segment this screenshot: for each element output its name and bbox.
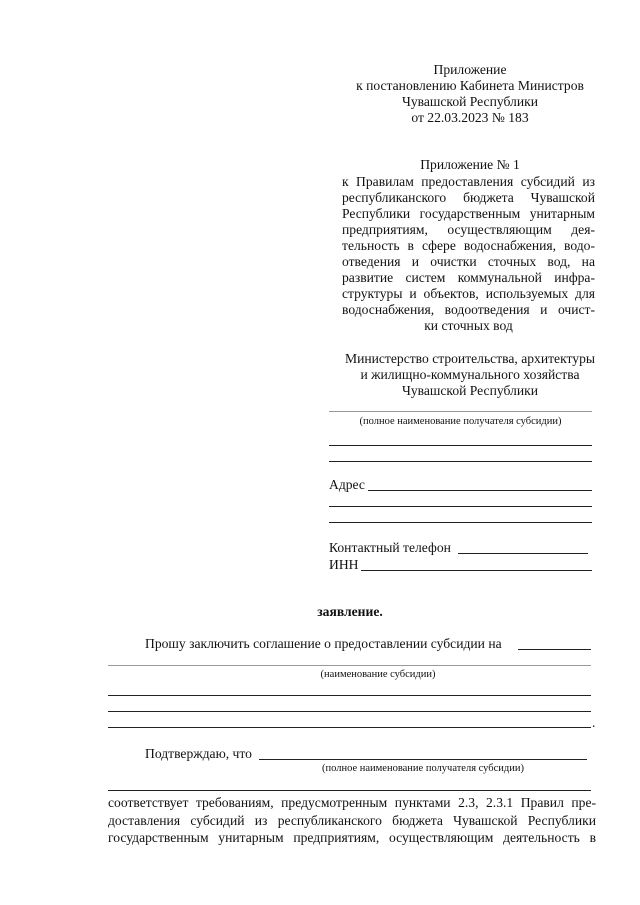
statement-title: заявление. xyxy=(317,604,383,619)
addressee-line: Чувашской Республики xyxy=(402,383,538,398)
recipient-name-line[interactable] xyxy=(329,411,592,412)
confirm-recipient-field[interactable] xyxy=(259,759,587,760)
address-line-3[interactable] xyxy=(329,522,592,523)
header-line: от 22.03.2023 № 183 xyxy=(411,110,529,125)
subsidy-period: . xyxy=(592,715,596,730)
addressee-line: и жилищно-коммунального хозяйства xyxy=(360,367,580,382)
resolution-header xyxy=(330,62,610,126)
header-line: Чувашской Республики xyxy=(402,94,538,109)
appendix-line: отведения и очистки сточных вод, на xyxy=(342,254,595,269)
confirm-text: Подтверждаю, что xyxy=(145,746,252,761)
appendix-body xyxy=(342,174,595,334)
subsidy-purpose-field[interactable] xyxy=(518,649,591,650)
recipient-name-line-2[interactable] xyxy=(329,445,592,446)
recipient-caption: (полное наименование получателя субсидии) xyxy=(359,416,562,427)
header-line: Приложение xyxy=(433,62,507,77)
subsidy-line-1[interactable] xyxy=(108,665,591,666)
subsidy-line-2[interactable] xyxy=(108,695,591,696)
recipient-name-line-3[interactable] xyxy=(329,461,592,462)
appendix-line: ки сточных вод xyxy=(424,318,513,333)
confirm-caption: (полное наименование получателя субсидии) xyxy=(322,763,524,774)
body-line: доставления субсидий из республиканского бюджета Чувашской Республики xyxy=(108,812,596,828)
confirm-recipient-line-2[interactable] xyxy=(108,790,591,791)
phone-field[interactable] xyxy=(458,553,588,554)
inn-field[interactable] xyxy=(361,570,592,571)
appendix-title: Приложение № 1 xyxy=(420,157,520,172)
appendix-line: к Правилам предоставления субсидий из xyxy=(342,174,595,189)
subsidy-caption: (наименование субсидии) xyxy=(320,669,436,680)
request-text: Прошу заключить соглашение о предоставлении субсидии на xyxy=(145,636,502,651)
statement-body xyxy=(108,794,596,847)
addressee-block xyxy=(325,351,615,399)
subsidy-line-4[interactable] xyxy=(108,727,591,728)
body-line: государственным унитарным предприятиям, осуществляющим деятельность в xyxy=(108,830,596,845)
appendix-line: структуры и объектов, используемых для xyxy=(342,286,595,301)
appendix-line: водоснабжения, водоотведения и очист- xyxy=(342,302,595,317)
addressee-line: Министерство строительства, архитектуры xyxy=(344,351,595,366)
subsidy-line-3[interactable] xyxy=(108,711,591,712)
address-field[interactable] xyxy=(368,490,592,491)
phone-label: Контактный телефон xyxy=(329,540,451,555)
address-line-2[interactable] xyxy=(329,506,592,507)
body-line: соответствует требованиям, предусмотренным пунктами 2.3, 2.3.1 Правил пре- xyxy=(108,795,596,810)
appendix-line: предприятиям, осуществляющим дея- xyxy=(342,222,595,237)
appendix-line: республиканского бюджета Чувашской xyxy=(342,190,595,205)
appendix-line: тельность в сфере водоснабжения, водо- xyxy=(342,238,595,253)
address-label: Адрес xyxy=(329,477,365,492)
inn-label: ИНН xyxy=(329,557,359,572)
appendix-line: Республики государственным унитарным xyxy=(342,206,595,221)
appendix-line: развитие систем коммунальной инфра- xyxy=(342,270,595,285)
header-line: к постановлению Кабинета Министров xyxy=(356,78,584,93)
